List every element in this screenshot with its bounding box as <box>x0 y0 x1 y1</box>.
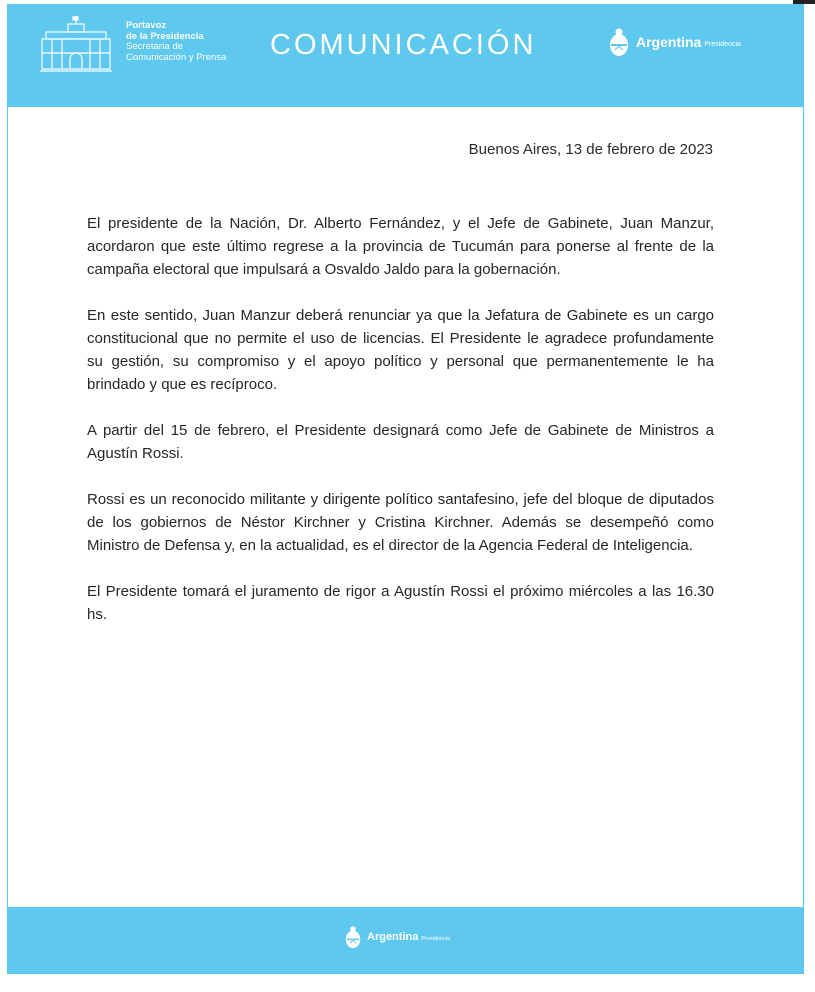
header-banner <box>8 5 803 107</box>
footer-logo <box>344 925 450 949</box>
portavoz-text <box>126 21 226 63</box>
paragraph-2: En este sentido, Juan Manzur deberá renunciar ya que la Jefatura de Gabinete es un cargo constitucional que no permite el uso de licencias. El Presidente le agradece profundamente su gestión, su compromiso y el apoyo político y personal que permanentemente le ha brindado y que es recíproco. <box>87 307 714 393</box>
portavoz-logo <box>40 15 226 73</box>
document-body <box>8 107 803 909</box>
paragraph-3: A partir del 15 de febrero, el Presidente designará como Jefe de Gabinete de Ministros a Agustín Rossi. <box>87 422 714 462</box>
press-release-page <box>7 4 804 974</box>
paragraph-4: Rossi es un reconocido militante y dirigente político santafesino, jefe del bloque de diputados de los gobiernos de Néstor Kirchner y Cristina Kirchner. Además se desempeñó como Ministro de Defensa y, en la actualidad, es el director de la Agencia Federal de Inteligencia. <box>87 491 714 554</box>
paragraph-5: El Presidente tomará el juramento de rigor a Agustín Rossi el próximo miércoles a las 16.30 hs. <box>87 583 714 623</box>
brand-argentina: Argentina <box>636 34 702 50</box>
portavoz-line-2: de la Presidencia <box>126 30 204 42</box>
footer-brand-presidencia: Presidencia <box>421 935 451 942</box>
document-text <box>87 212 714 649</box>
casa-rosada-icon <box>40 15 112 73</box>
coat-of-arms-icon <box>608 27 630 57</box>
document-date: Buenos Aires, 13 de febrero de 2023 <box>468 141 713 158</box>
paragraph-1: El presidente de la Nación, Dr. Alberto Fernández, y el Jefe de Gabinete, Juan Manzur, acordaron que este último regrese a la provincia de Tucumán para ponerse al frente de la campaña electoral que impulsará a Osvaldo Jaldo para la gobernación. <box>87 215 714 278</box>
page-title: COMUNICACIÓN <box>270 29 537 61</box>
portavoz-line-1: Portavoz <box>126 20 167 31</box>
footer-brand-argentina: Argentina <box>367 931 419 943</box>
portavoz-line-4: Comunicación y Prensa <box>126 51 227 63</box>
footer-coat-of-arms-icon <box>344 925 362 949</box>
brand-presidencia: Presidencia <box>704 40 741 48</box>
argentina-presidencia-logo <box>608 27 741 57</box>
footer-banner <box>8 907 803 973</box>
portavoz-line-3: Secretaría de <box>126 41 184 52</box>
